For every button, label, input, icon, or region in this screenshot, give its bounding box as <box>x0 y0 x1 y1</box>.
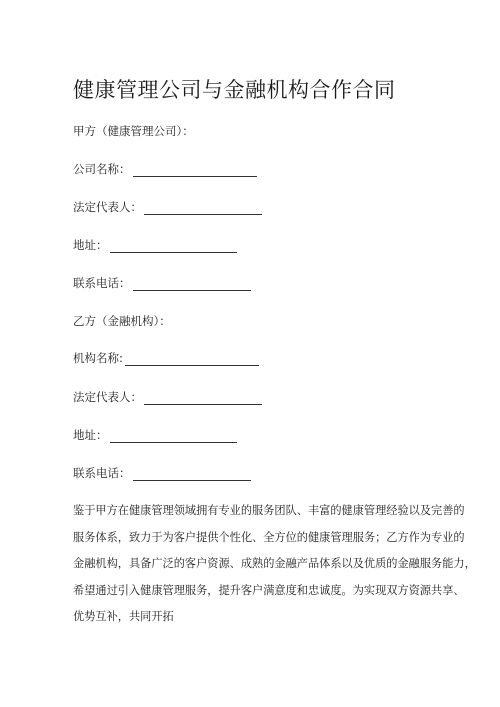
preamble-line: 鉴于甲方在健康管理领域拥有专业的服务团队、丰富的健康管理经验以及完善的 <box>73 504 465 517</box>
party-a-address-row <box>73 237 237 253</box>
party-a-phone-row <box>73 275 251 291</box>
institution-name-label: 机构名称: <box>73 351 123 365</box>
address-blank[interactable] <box>110 430 237 443</box>
preamble-line: 金融机构，具备广泛的客户资源、成熟的金融产品体系以及优质的金融服务能力， <box>73 557 476 570</box>
address-label: 地址： <box>73 238 108 252</box>
legal-rep-blank[interactable] <box>144 392 262 405</box>
preamble-line: 服务体系，致力于为客户提供个性化、全方位的健康管理服务；乙方作为专业的 <box>73 530 465 544</box>
phone-label: 联系电话： <box>73 276 131 290</box>
preamble-line: 优势互补，共同开拓 <box>73 610 174 623</box>
company-name-blank[interactable] <box>133 164 257 177</box>
legal-rep-blank[interactable] <box>144 202 262 215</box>
company-name-label: 公司名称： <box>73 162 131 176</box>
legal-rep-label: 法定代表人： <box>73 200 142 214</box>
preamble-paragraph <box>73 498 476 631</box>
party-b-address-row <box>73 427 237 443</box>
institution-name-blank[interactable] <box>125 353 259 366</box>
preamble-line: 希望通过引入健康管理服务，提升客户满意度和忠诚度。为实现双方资源共享、 <box>73 583 465 597</box>
legal-rep-label: 法定代表人： <box>73 390 142 404</box>
party-a-company-name-row <box>73 161 257 177</box>
address-blank[interactable] <box>110 240 237 253</box>
phone-blank[interactable] <box>133 468 251 481</box>
party-a-legal-rep-row <box>73 199 262 215</box>
party-b-institution-name-row <box>73 350 259 366</box>
phone-label: 联系电话： <box>73 466 131 480</box>
party-b-legal-rep-row <box>73 389 262 405</box>
party-b-heading: 乙方（金融机构）： <box>73 314 171 328</box>
address-label: 地址： <box>73 428 108 442</box>
document-title: 健康管理公司与金融机构合作合同 <box>73 78 396 102</box>
party-a-heading: 甲方（健康管理公司）： <box>73 124 194 138</box>
party-b-phone-row <box>73 465 251 481</box>
phone-blank[interactable] <box>133 278 251 291</box>
